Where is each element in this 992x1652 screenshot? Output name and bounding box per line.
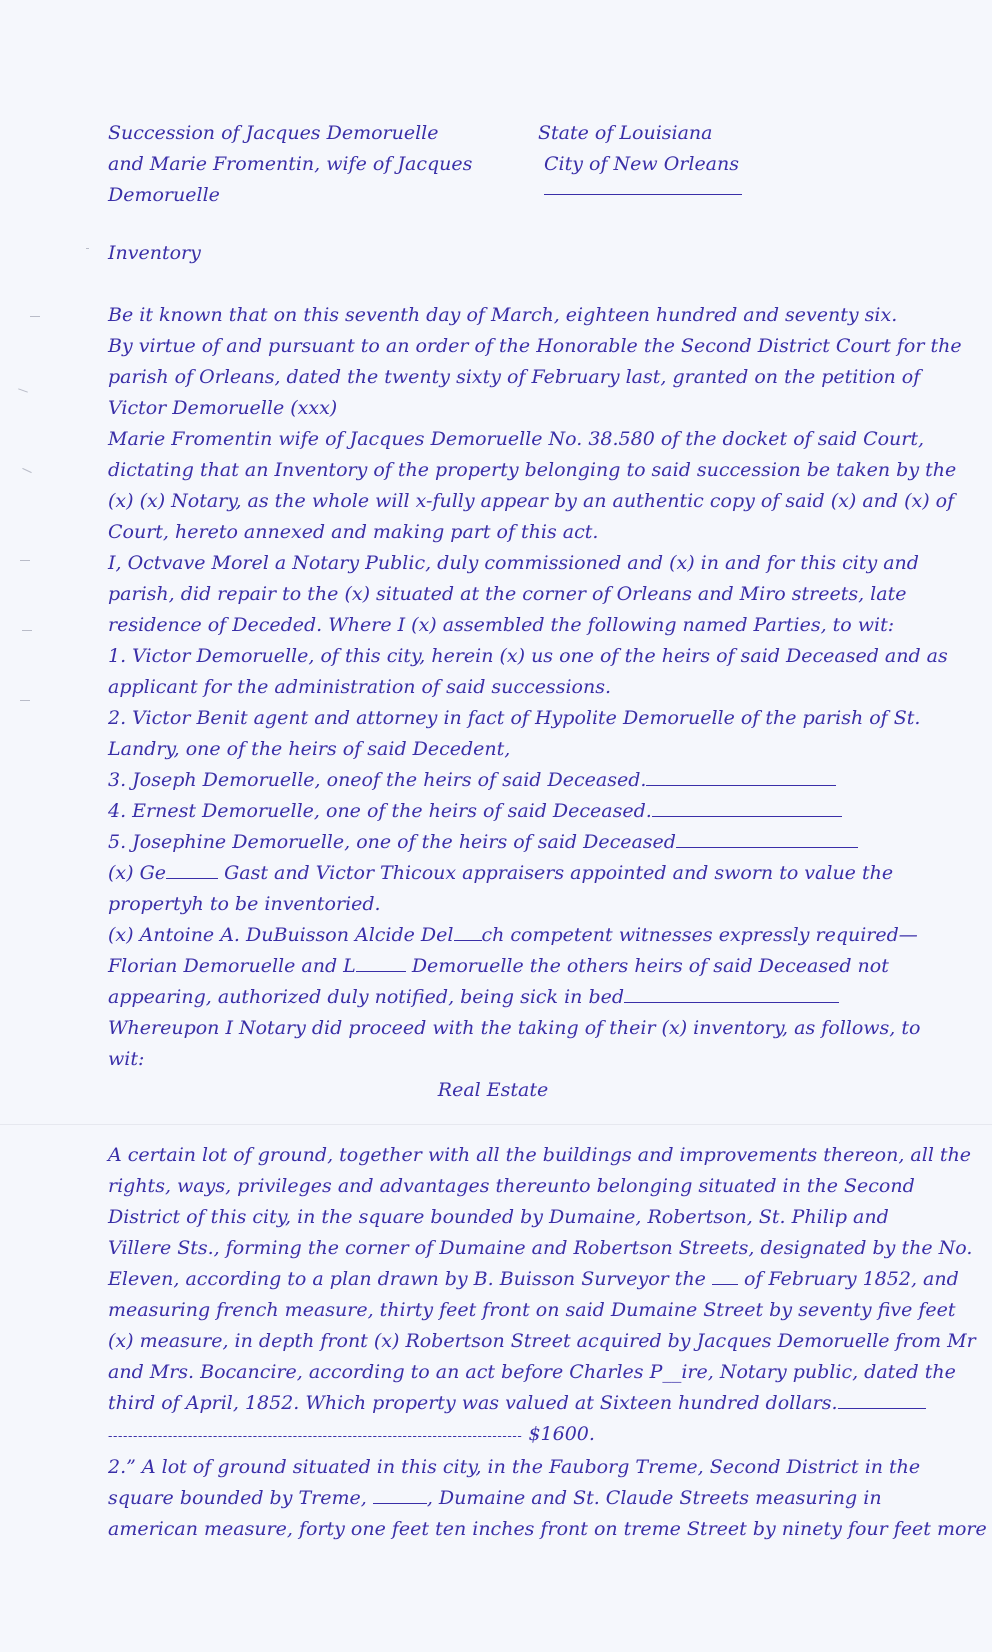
body-line: applicant for the administration of said successions.	[108, 676, 611, 698]
heir-line	[108, 796, 908, 827]
appraisers-line	[108, 858, 908, 889]
witnesses-text: Demoruelle the others heirs of said Deceased not	[411, 955, 889, 977]
body-line	[108, 1388, 918, 1419]
body-line: District of this city, in the square bounded by Dumaine, Robertson, St. Philip and	[108, 1206, 889, 1228]
body-line: Landry, one of the heirs of said Decedent,	[108, 738, 511, 760]
body-line: Be it known that on this seventh day of March, eighteen hundred and seventy six.	[108, 304, 898, 326]
appraisers-text: Gast and Victor Thicoux appraisers appointed and sworn to value the	[224, 862, 894, 884]
witnesses-text: ch competent witnesses expressly required—	[481, 924, 918, 946]
real-estate-section	[108, 1140, 987, 1545]
lot-text: Eleven, according to a plan drawn by B. Buisson Surveyor the	[108, 1268, 706, 1290]
body-line: 2. Victor Benit agent and attorney in fact of Hypolite Demoruelle of the parish of St.	[108, 707, 921, 729]
blank-line	[454, 940, 482, 941]
body-line: By virtue of and pursuant to an order of the Honorable the Second District Court for the	[108, 335, 962, 357]
appraisers-text: (x) Ge	[108, 862, 167, 884]
document-body	[108, 300, 962, 1106]
blank-line	[356, 971, 406, 972]
body-line: Victor Demoruelle (xxx)	[108, 397, 338, 419]
caption-line: Demoruelle	[108, 184, 220, 206]
heir-line	[108, 827, 908, 858]
jurisdiction-underline	[544, 194, 742, 195]
heir-line	[108, 765, 908, 796]
body-line: A certain lot of ground, together with all the buildings and improvements thereon, all the	[108, 1144, 972, 1166]
margin-mark	[20, 560, 30, 561]
body-line: parish, did repair to the (x) situated at the corner of Orleans and Miro streets, late	[108, 583, 907, 605]
body-line: Villere Sts., forming the corner of Dumaine and Robertson Streets, designated by the No.	[108, 1237, 973, 1259]
witnesses-line	[108, 951, 908, 982]
margin-mark	[20, 700, 30, 701]
margin-mark	[22, 630, 32, 631]
dash-leader: -----------------------------------------------------------------------------------	[108, 1429, 523, 1444]
witnesses-text: Florian Demoruelle and L	[108, 955, 356, 977]
city-line: City of New Orleans	[544, 153, 740, 175]
witnesses-text: appearing, authorized duly notified, being sick in bed	[108, 986, 625, 1008]
blank-line	[166, 878, 218, 879]
body-line: rights, ways, privileges and advantages thereunto belonging situated in the Second	[108, 1175, 915, 1197]
margin-mark	[18, 388, 28, 392]
body-line	[108, 1264, 959, 1295]
body-line: dictating that an Inventory of the property belonging to said succession be taken by the	[108, 459, 957, 481]
blank-line	[676, 847, 858, 848]
witnesses-line	[108, 920, 918, 951]
heir-text: 3. Joseph Demoruelle, oneof the heirs of said Deceased.	[108, 769, 647, 791]
body-line: I, Octvave Morel a Notary Public, duly commissioned and (x) in and for this city and	[108, 552, 919, 574]
blank-line	[646, 785, 836, 786]
body-line: Court, hereto annexed and making part of this act.	[108, 521, 599, 543]
body-line: parish of Orleans, dated the twenty sixty of February last, granted on the petition of	[108, 366, 921, 388]
blank-line	[624, 1002, 839, 1003]
body-line: propertyh to be inventoried.	[108, 893, 381, 915]
heir-text: 4. Ernest Demoruelle, one of the heirs of said Deceased.	[108, 800, 652, 822]
lot-text: square bounded by Treme,	[108, 1487, 367, 1509]
body-line: (x) (x) Notary, as the whole will x-fully appear by an authentic copy of said (x) and (x) of	[108, 490, 955, 512]
blank-line	[373, 1503, 427, 1504]
heir-text: 5. Josephine Demoruelle, one of the heirs of said Deceased	[108, 831, 676, 853]
body-line: 2.” A lot of ground situated in this city, in the Fauborg Treme, Second District in the	[108, 1456, 921, 1478]
body-line: Whereupon I Notary did proceed with the taking of their (x) inventory, as follows, to	[108, 1017, 921, 1039]
caption-line: and Marie Fromentin, wife of Jacques	[108, 153, 473, 175]
section-heading: Real Estate	[437, 1079, 549, 1101]
blank-line	[838, 1408, 926, 1409]
body-line: american measure, forty one feet ten inches front on treme Street by ninety four feet more	[108, 1518, 987, 1540]
blank-line	[712, 1284, 738, 1285]
body-line: Marie Fromentin wife of Jacques Demoruelle No. 38.580 of the docket of said Court,	[108, 428, 925, 450]
amount-line	[108, 1419, 918, 1452]
witnesses-text: (x) Antoine A. DuBuisson Alcide Del	[108, 924, 454, 946]
blank-line	[652, 816, 842, 817]
jurisdiction-block	[538, 118, 758, 195]
document-title: Inventory	[108, 242, 201, 264]
caption-line: Succession of Jacques Demoruelle	[108, 122, 439, 144]
amount-value: $1600.	[528, 1423, 595, 1445]
body-line: wit:	[108, 1048, 145, 1070]
lot-text: of February 1852, and	[744, 1268, 959, 1290]
body-line: measuring french measure, thirty feet front on said Dumaine Street by seventy five feet	[108, 1299, 956, 1321]
body-line	[108, 1483, 918, 1514]
body-line: (x) measure, in depth front (x) Robertson Street acquired by Jacques Demoruelle from Mr	[108, 1330, 976, 1352]
body-line: residence of Deceded. Where I (x) assembled the following named Parties, to wit:	[108, 614, 895, 636]
state-line: State of Louisiana	[538, 122, 713, 144]
margin-mark	[86, 248, 89, 249]
lot-text: , Dumaine and St. Claude Streets measuring in	[426, 1487, 882, 1509]
body-line: 1. Victor Demoruelle, of this city, herein (x) us one of the heirs of said Deceased and as	[108, 645, 948, 667]
page-fold-line	[0, 1124, 992, 1125]
margin-mark	[22, 468, 31, 473]
case-caption	[108, 118, 488, 211]
witnesses-line	[108, 982, 908, 1013]
margin-mark	[30, 316, 40, 317]
body-line: and Mrs. Bocancire, according to an act before Charles P__ire, Notary public, dated the	[108, 1361, 956, 1383]
valuation-text: third of April, 1852. Which property was valued at Sixteen hundred dollars.	[108, 1392, 838, 1414]
